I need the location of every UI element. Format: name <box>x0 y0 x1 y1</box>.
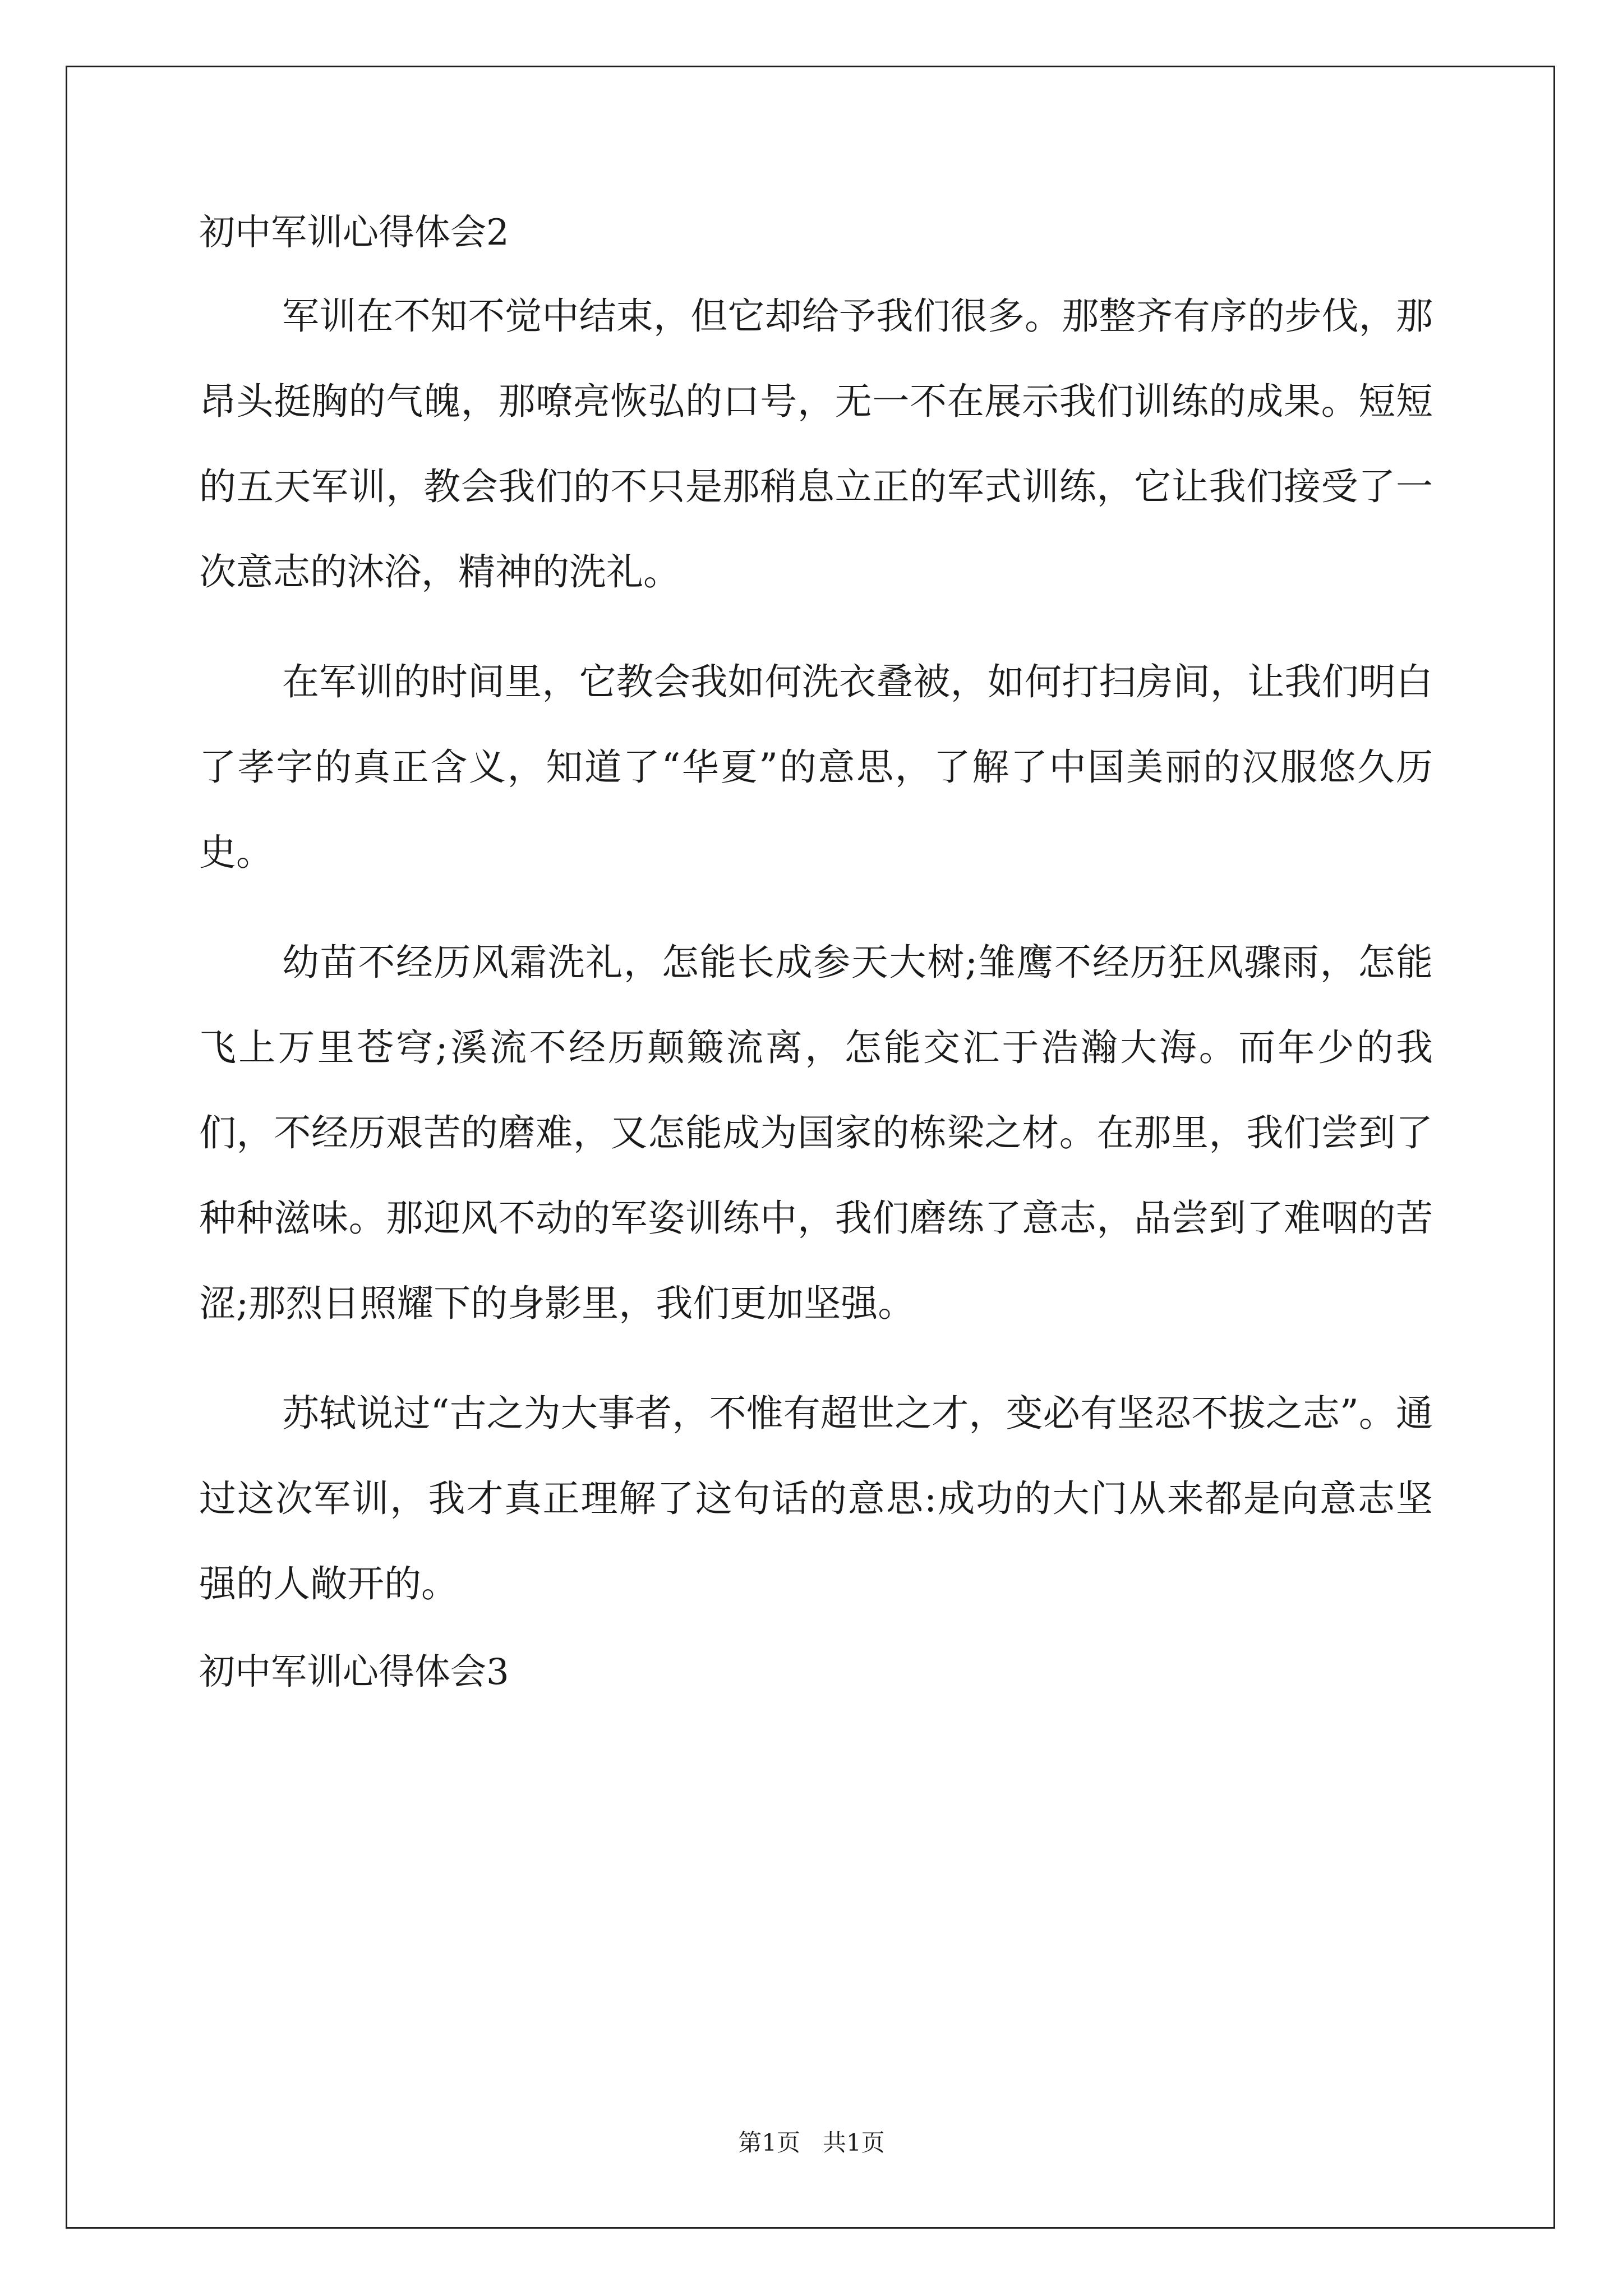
document-body <box>199 208 1433 1697</box>
page-number: 第1页 共1页 <box>738 2129 885 2156</box>
section-heading-3: 初中军训心得体会3 <box>199 1651 509 1693</box>
paragraph-1: 军训在不知不觉中结束，但它却给予我们很多。那整齐有序的步伐，那昂头挺胸的气魄，那嘹亮恢弘的口号，无一不在展示我们训练的成果。短短的五天军训，教会我们的不只是那稍息立正的军式训练，它让我们接受了一次意志的沐浴，精神的洗礼。 <box>199 295 1433 593</box>
paragraph-3: 幼苗不经历风霜洗礼，怎能长成参天大树;雏鹰不经历狂风骤雨，怎能飞上万里苍穹;溪流不经历颠簸流离，怎能交汇于浩瀚大海。而年少的我们，不经历艰苦的磨难，又怎能成为国家的栋梁之材。在那里，我们尝到了种种滋味。那迎风不动的军姿训练中，我们磨练了意志，品尝到了难咽的苦涩;那烈日照耀下的身影里，我们更加坚强。 <box>199 941 1433 1325</box>
section-heading-2: 初中军训心得体会2 <box>199 212 509 254</box>
paragraph-2: 在军训的时间里，它教会我如何洗衣叠被，如何打扫房间，让我们明白了孝字的真正含义，知道了“华夏”的意思，了解了中国美丽的汉服悠久历史。 <box>199 660 1433 874</box>
paragraph-4: 苏轼说过“古之为大事者，不惟有超世之才，变必有坚忍不拔之志”。通过这次军训，我才真正理解了这句话的意思:成功的大门从来都是向意志坚强的人敞开的。 <box>199 1392 1433 1605</box>
